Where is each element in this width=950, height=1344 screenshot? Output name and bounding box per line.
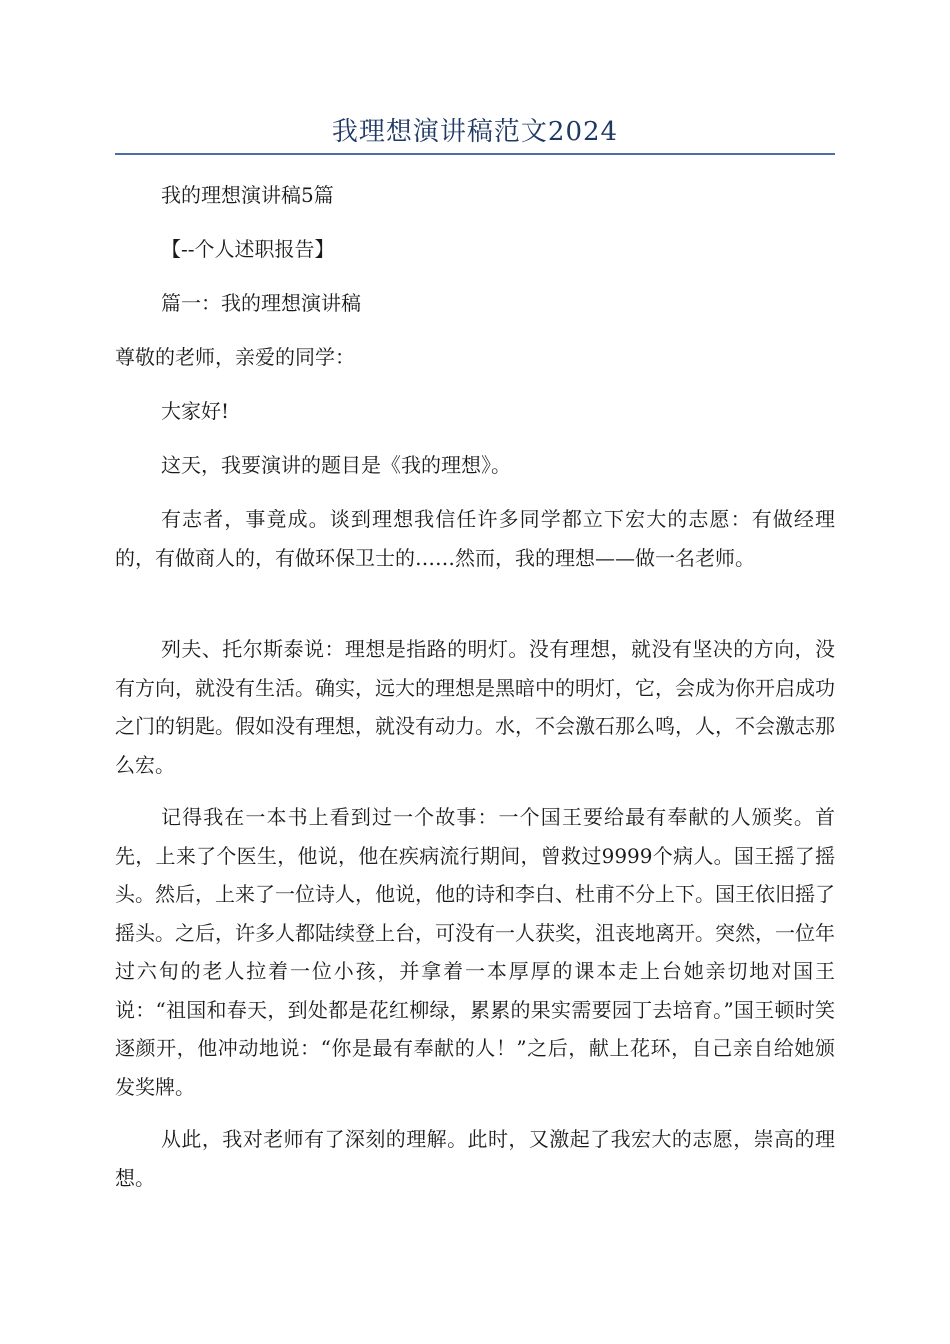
body-paragraph: 列夫、托尔斯泰说：理想是指路的明灯。没有理想，就没有坚决的方向，没有方向，就没有生活。确实，远大的理想是黑暗中的明灯，它，会成为你开启成功之门的钥匙。假如没有理想，就没有动力。水，不会激石那么鸣，人，不会激志那么宏。 [115, 637, 835, 777]
section-heading-paragraph: 篇一：我的理想演讲稿 [161, 291, 361, 315]
topic-paragraph: 这天，我要演讲的题目是《我的理想》。 [161, 453, 511, 477]
document-title: 我理想演讲稿范文2024 [331, 117, 619, 147]
subtitle-paragraph: 我的理想演讲稿5篇 [161, 183, 334, 207]
title-underline [115, 153, 835, 155]
greeting-paragraph: 大家好! [161, 399, 230, 423]
body-paragraph: 有志者，事竟成。谈到理想我信任许多同学都立下宏大的志愿：有做经理的，有做商人的，有做环保卫士的……然而，我的理想——做一名老师。 [115, 507, 835, 570]
category-tag-paragraph: 【--个人述职报告】 [161, 237, 335, 261]
body-paragraph: 记得我在一本书上看到过一个故事：一个国王要给最有奉献的人颁奖。首先，上来了个医生，他说，他在疾病流行期间，曾救过9999个病人。国王摇了摇头。然后，上来了一位诗人，他说，他的诗和李白、杜甫不分上下。国王依旧摇了摇头。之后，许多人都陆续登上台，可没有一人获奖，沮丧地离开。突然，一位年过六旬的老人拉着一位小孩，并拿着一本厚厚的课本走上台她亲切地对国王说：“祖国和春天，到处都是花红柳绿，累累的果实需要园丁去培育。”国王顿时笑逐颜开，他冲动地说：“你是最有奉献的人！”之后，献上花环，自己亲自给她颁发奖牌。 [115, 805, 835, 1099]
body-paragraph: 从此，我对老师有了深刻的理解。此时，又激起了我宏大的志愿，崇高的理想。 [115, 1127, 835, 1190]
salutation-paragraph: 尊敬的老师，亲爱的同学： [115, 345, 355, 369]
